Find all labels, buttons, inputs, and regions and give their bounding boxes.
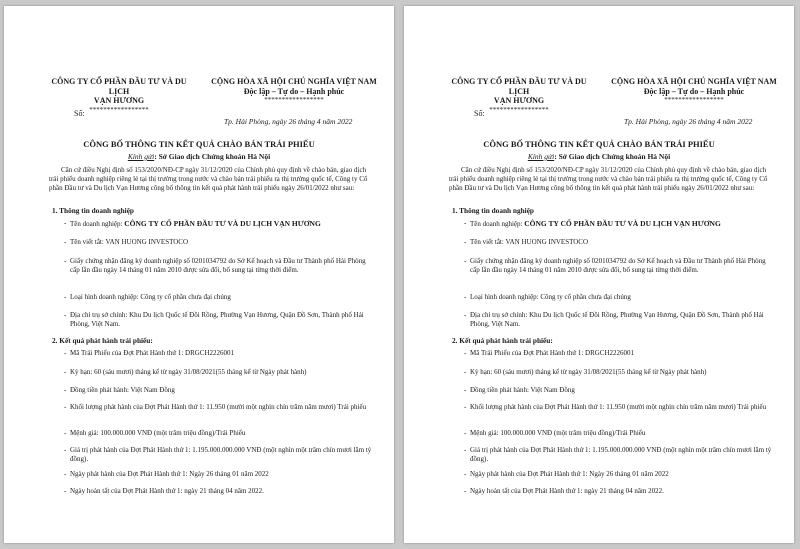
recipient-line (4, 152, 394, 161)
completion-date-item: - Ngày hoàn tất của Đợt Phát Hành thứ 1: ngày 21 tháng 04 năm 2022. (64, 487, 375, 496)
date-line: Tp. Hải Phòng, ngày 26 tháng 4 năm 2022 (624, 117, 753, 126)
date-line: Tp. Hải Phòng, ngày 26 tháng 4 năm 2022 (224, 117, 353, 126)
business-cert-item: - Giấy chứng nhận đăng ký doanh nghiệp số 0201034792 do Sở Kế hoạch và Đầu tư Thành phố Hải Phòng cấp lần đầu ngày 14 tháng 01 năm 2010 được sửa đổi, bổ sung tại từng thời điểm. (64, 257, 375, 275)
company-stars: ***************** (489, 105, 549, 114)
recipient-label: Kính gửi (127, 152, 155, 161)
nation-header (609, 77, 779, 104)
bond-code-item: - Mã Trái Phiếu của Đợt Phát Hành thứ 1: DRGCH2226001 (464, 349, 775, 358)
short-name-item: - Tên viết tắt: VAN HUONG INVESTOCO (64, 238, 375, 247)
company-name-label: Tên doanh nghiệp: (70, 220, 125, 228)
nation-stars: ***************** (664, 96, 724, 104)
par-value-item: - Mệnh giá: 100.000.000 VNĐ (một trăm triệu đồng)/Trái Phiếu (64, 429, 375, 438)
document-title: CÔNG BỐ THÔNG TIN KẾT QUẢ CHÀO BÁN TRÁI PHIẾU (483, 139, 715, 149)
nation-line2: Độc lập – Tự do – Hạnh phúc (643, 86, 745, 96)
bond-term-item: - Kỳ hạn: 60 (sáu mươi) tháng kể từ ngày 31/08/2021(55 tháng kể từ Ngày phát hành) (464, 368, 775, 377)
document-number-label: Số: (474, 109, 485, 118)
issue-date-item: - Ngày phát hành của Đợt Phát Hành thứ 1: Ngày 26 tháng 01 năm 2022 (64, 470, 375, 479)
intro-paragraph: Căn cứ điều Nghị định số 153/2020/NĐ-CP ngày 31/12/2020 của Chính phủ quy định về chào bán, giao dịch trái phiếu doanh nghiệp riêng lẻ tại thị trường trong nước và chào bán trái phiếu ra thị trường quốc tế, Công ty Cổ phần Đầu tư và Du lịch Vạn Hương công bố thông tin kết quả phát hành trái phiếu ngày 26/01/2022 như sau: (49, 166, 368, 192)
section-2-title: 2. Kết quả phát hành trái phiếu: (452, 336, 553, 345)
company-name-item (64, 219, 375, 229)
nation-line1: CỘNG HÒA XÃ HỘI CHỦ NGHĨA VIỆT NAM (211, 77, 377, 86)
company-name-line2: VẠN HƯƠNG (93, 96, 145, 105)
document-page-right (404, 6, 794, 543)
company-name-value: CÔNG TY CỔ PHẦN ĐẦU TƯ VÀ DU LỊCH VẠN HƯƠNG (124, 219, 321, 228)
company-name-line1: CÔNG TY CỔ PHẦN ĐẦU TƯ VÀ DU LỊCH (451, 77, 587, 96)
intro-paragraph: Căn cứ điều Nghị định số 153/2020/NĐ-CP ngày 31/12/2020 của Chính phủ quy định về chào bán, giao dịch trái phiếu doanh nghiệp riêng lẻ tại thị trường trong nước và chào bán trái phiếu ra thị trường quốc tế, Công ty Cổ phần Đầu tư và Du lịch Vạn Hương công bố thông tin kết quả phát hành trái phiếu ngày 26/01/2022 như sau: (449, 166, 768, 192)
issue-date-item: - Ngày phát hành của Đợt Phát Hành thứ 1: Ngày 26 tháng 01 năm 2022 (464, 470, 775, 479)
nation-stars: ***************** (264, 96, 324, 104)
bond-term-item: - Kỳ hạn: 60 (sáu mươi) tháng kể từ ngày 31/08/2021(55 tháng kể từ Ngày phát hành) (64, 368, 375, 377)
company-stars: ***************** (89, 105, 149, 114)
volume-item: - Khối lượng phát hành của Đợt Phát Hành thứ 1: 11.950 (mười một nghìn chín trăm năm mươi) Trái phiếu (64, 403, 375, 412)
par-value-item: - Mệnh giá: 100.000.000 VNĐ (một trăm triệu đồng)/Trái Phiếu (464, 429, 775, 438)
company-header (444, 77, 594, 114)
nation-line1: CỘNG HÒA XÃ HỘI CHỦ NGHĨA VIỆT NAM (611, 77, 777, 86)
document-page-left (4, 6, 394, 543)
issue-value-item: - Giá trị phát hành của Đợt Phát Hành thứ 1: 1.195.000.000.000 VNĐ (một nghìn một trăm chín mươi lăm tỷ đồng). (64, 446, 375, 464)
address-item: - Địa chỉ trụ sở chính: Khu Du lịch Quốc tế Đồi Rồng, Phường Vạn Hương, Quận Đồ Sơn, Thành phố Hải Phòng, Việt Nam. (64, 311, 375, 329)
recipient-line (404, 152, 794, 161)
company-name-value: CÔNG TY CỔ PHẦN ĐẦU TƯ VÀ DU LỊCH VẠN HƯƠNG (524, 219, 721, 228)
nation-line2: Độc lập – Tự do – Hạnh phúc (243, 86, 345, 96)
company-name-line1: CÔNG TY CỔ PHẦN ĐẦU TƯ VÀ DU LỊCH (51, 77, 187, 96)
company-name-line2: VẠN HƯƠNG (493, 96, 545, 105)
document-number-label: Số: (74, 109, 85, 118)
volume-item: - Khối lượng phát hành của Đợt Phát Hành thứ 1: 11.950 (mười một nghìn chín trăm năm mươi) Trái phiếu (464, 403, 775, 412)
section-2-title: 2. Kết quả phát hành trái phiếu: (52, 336, 153, 345)
company-header (44, 77, 194, 114)
document-title: CÔNG BỐ THÔNG TIN KẾT QUẢ CHÀO BÁN TRÁI PHIẾU (83, 139, 315, 149)
address-item: - Địa chỉ trụ sở chính: Khu Du lịch Quốc tế Đồi Rồng, Phường Vạn Hương, Quận Đồ Sơn, Thành phố Hải Phòng, Việt Nam. (464, 311, 775, 329)
bond-code-item: - Mã Trái Phiếu của Đợt Phát Hành thứ 1: DRGCH2226001 (64, 349, 375, 358)
recipient-value: : Sở Giao dịch Chứng khoán Hà Nội (554, 152, 671, 161)
recipient-label: Kính gửi (527, 152, 555, 161)
business-type-item: - Loại hình doanh nghiệp: Công ty cổ phần chưa đại chúng (464, 293, 775, 302)
currency-item: - Đồng tiền phát hành: Việt Nam Đồng (464, 386, 775, 395)
nation-header (209, 77, 379, 104)
company-name-label: Tên doanh nghiệp: (470, 220, 525, 228)
issue-value-item: - Giá trị phát hành của Đợt Phát Hành thứ 1: 1.195.000.000.000 VNĐ (một nghìn một trăm chín mươi lăm tỷ đồng). (464, 446, 775, 464)
company-name-item (464, 219, 775, 229)
section-1-title: 1. Thông tin doanh nghiệp (452, 206, 534, 215)
business-cert-item: - Giấy chứng nhận đăng ký doanh nghiệp số 0201034792 do Sở Kế hoạch và Đầu tư Thành phố Hải Phòng cấp lần đầu ngày 14 tháng 01 năm 2010 được sửa đổi, bổ sung tại từng thời điểm. (464, 257, 775, 275)
currency-item: - Đồng tiền phát hành: Việt Nam Đồng (64, 386, 375, 395)
completion-date-item: - Ngày hoàn tất của Đợt Phát Hành thứ 1: ngày 21 tháng 04 năm 2022. (464, 487, 775, 496)
recipient-value: : Sở Giao dịch Chứng khoán Hà Nội (154, 152, 271, 161)
section-1-title: 1. Thông tin doanh nghiệp (52, 206, 134, 215)
business-type-item: - Loại hình doanh nghiệp: Công ty cổ phần chưa đại chúng (64, 293, 375, 302)
short-name-item: - Tên viết tắt: VAN HUONG INVESTOCO (464, 238, 775, 247)
